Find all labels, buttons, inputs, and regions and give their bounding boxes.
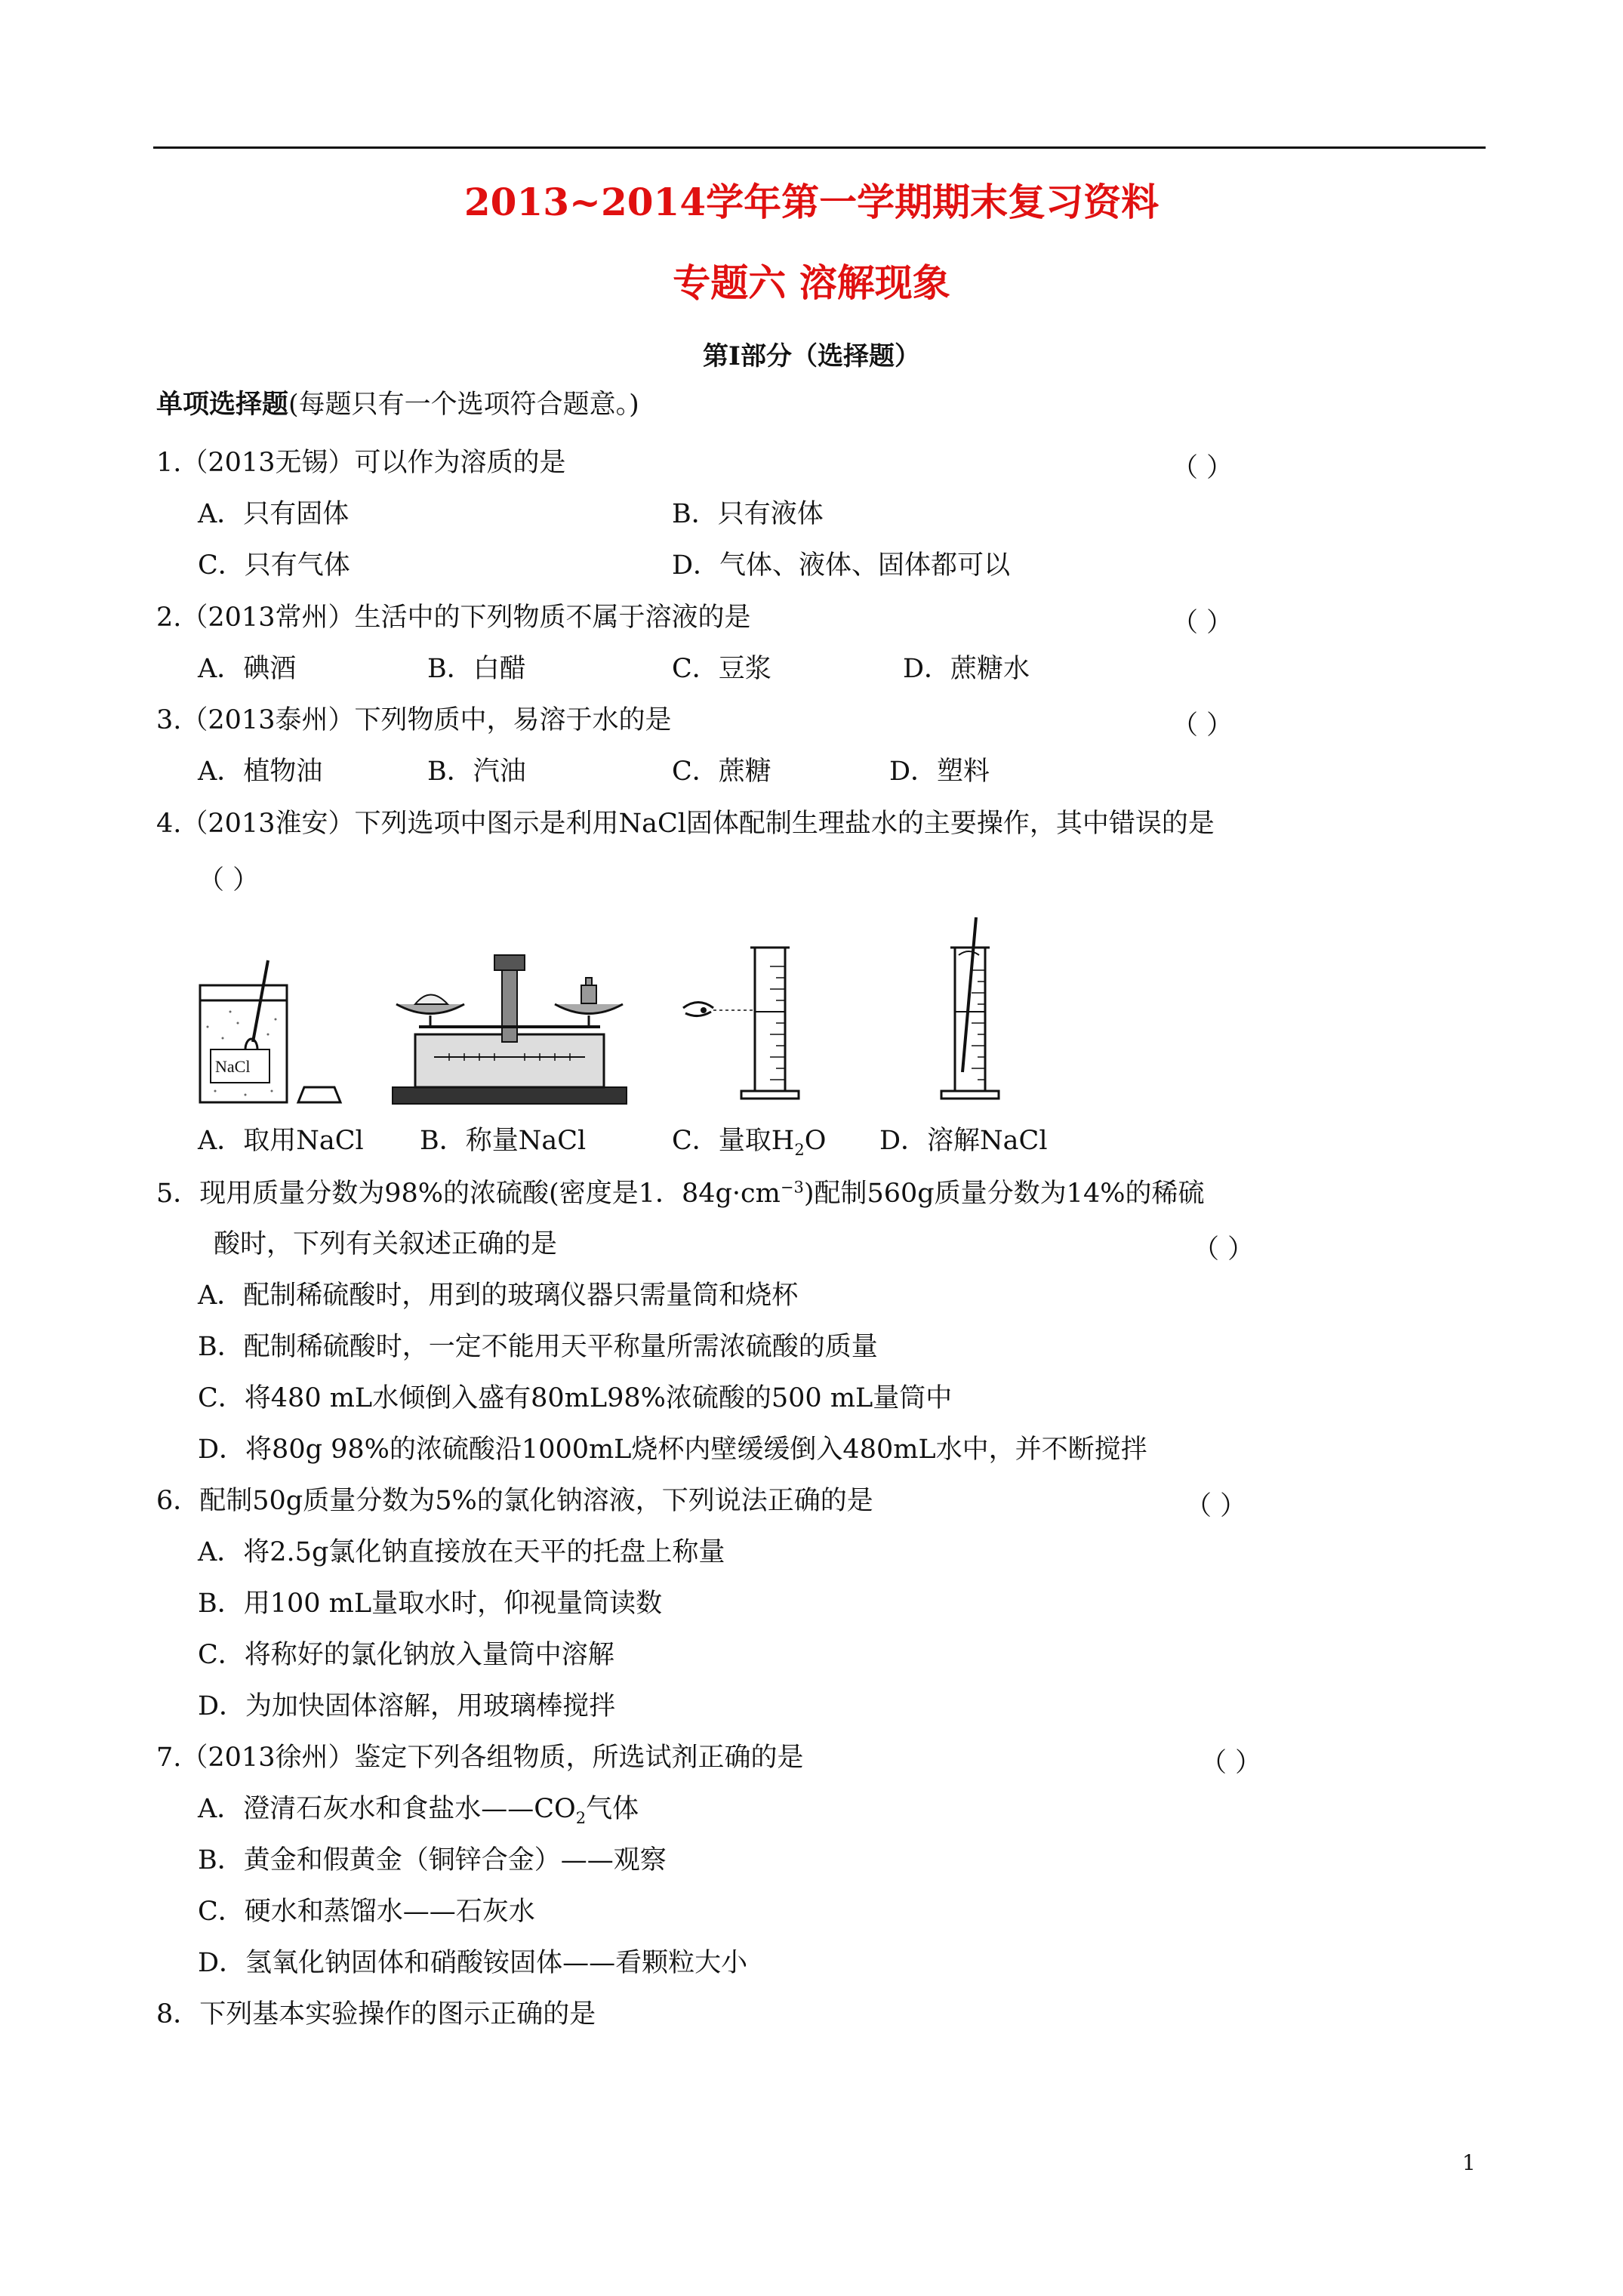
figure-take-nacl <box>192 951 343 1110</box>
q2-option-d: D．蔗糖水 <box>903 654 1030 684</box>
q7-option-c: C．硬水和蒸馏水——石灰水 <box>198 1897 535 1927</box>
q6-answer-paren: （ ） <box>1185 1491 1247 1521</box>
doc-subtitle: 专题六 溶解现象 <box>673 260 950 305</box>
q7-answer-paren: （ ） <box>1200 1748 1262 1778</box>
q1-option-d: D．气体、液体、固体都可以 <box>672 550 1011 581</box>
q2-option-a: A．碘酒 <box>198 654 297 684</box>
q8-stem: 8．下列基本实验操作的图示正确的是 <box>156 1999 596 2029</box>
q5-answer-paren: （ ） <box>1193 1234 1255 1265</box>
q1-option-c: C．只有气体 <box>198 550 350 581</box>
q5-option-c: C．将480 mL水倾倒入盛有80mL98%浓硫酸的500 mL量筒中 <box>198 1383 953 1413</box>
q5-option-b: B．配制稀硫酸时，一定不能用天平称量所需浓硫酸的质量 <box>198 1332 878 1362</box>
q1-option-b: B．只有液体 <box>672 499 824 529</box>
page-number: 1 <box>1462 2150 1476 2175</box>
figure-dissolve-nacl <box>925 914 1015 1110</box>
q5-stem-cont: 酸时，下列有关叙述正确的是 <box>214 1229 558 1259</box>
q3-stem: 3.（2013泰州）下列物质中，易溶于水的是 <box>156 705 672 735</box>
q4-option-b: B．称量NaCl <box>420 1126 587 1156</box>
instruction-text: (每题只有一个选项符合题意。) <box>288 390 639 420</box>
q6-option-d: D．为加快固体溶解，用玻璃棒搅拌 <box>198 1691 616 1721</box>
q2-stem: 2.（2013常州）生活中的下列物质不属于溶液的是 <box>156 603 751 633</box>
q4-option-a: A．取用NaCl <box>198 1126 364 1156</box>
q1-option-a: A．只有固体 <box>198 499 350 529</box>
q6-stem: 6．配制50g质量分数为5%的氯化钠溶液，下列说法正确的是 <box>156 1486 873 1516</box>
q4-option-d: D．溶解NaCl <box>879 1126 1048 1156</box>
q3-option-b: B．汽油 <box>427 757 526 787</box>
q3-option-a: A．植物油 <box>198 757 323 787</box>
q6-option-a: A．将2.5g氯化钠直接放在天平的托盘上称量 <box>198 1537 725 1567</box>
q3-option-c: C．蔗糖 <box>672 757 771 787</box>
q5-option-d: D．将80g 98%的浓硫酸沿1000mL烧杯内壁缓缓倒入480mL水中，并不断搅拌 <box>198 1435 1147 1465</box>
q2-answer-paren: （ ） <box>1172 608 1233 638</box>
q4-option-c: C．量取$H_2O$ <box>672 1126 827 1159</box>
stopper-icon <box>298 1087 340 1102</box>
q6-option-b: B．用100 mL量取水时，仰视量筒读数 <box>198 1589 663 1619</box>
q7-option-b: B．黄金和假黄金（铜锌合金）——观察 <box>198 1845 667 1875</box>
figure-measure-water <box>679 936 823 1110</box>
q1-stem: 1.（2013无锡）可以作为溶质的是 <box>156 448 566 478</box>
q7-option-a: A．澄清石灰水和食盐水$——CO_2$气体 <box>198 1794 639 1827</box>
q4-answer-paren: （ ） <box>198 865 260 895</box>
bottle-label: NaCl <box>215 1057 251 1076</box>
q2-option-c: C．豆浆 <box>672 654 771 684</box>
q5-option-a: A．配制稀硫酸时，用到的玻璃仪器只需量筒和烧杯 <box>198 1281 799 1311</box>
q3-answer-paren: （ ） <box>1172 710 1233 741</box>
q6-option-c: C．将称好的氯化钠放入量筒中溶解 <box>198 1640 614 1670</box>
instruction-label: 单项选择题 <box>156 389 289 420</box>
q7-stem: 7.（2013徐州）鉴定下列各组物质，所选试剂正确的是 <box>156 1743 804 1773</box>
right-pan <box>555 1004 623 1014</box>
eye-icon <box>683 1003 713 1009</box>
q1-answer-paren: （ ） <box>1172 453 1233 483</box>
q7-option-d: D．氢氧化钠固体和硝酸铵固体——看颗粒大小 <box>198 1948 748 1978</box>
instruction <box>156 389 639 421</box>
glass-rod-icon <box>962 917 976 1072</box>
header-rule <box>153 146 1486 149</box>
part-heading: 第Ⅰ部分（选择题） <box>703 341 920 371</box>
q3-option-d: D．塑料 <box>889 757 990 787</box>
left-pan <box>396 1004 464 1014</box>
q4-stem: 4.（2013淮安）下列选项中图示是利用NaCl固体配制生理盐水的主要操作，其中错误的是 <box>156 809 1215 839</box>
figure-weigh-nacl <box>389 944 630 1110</box>
q5-stem: 5．现用质量分数为98%的浓硫酸(密度是1．$84g\cdot cm^{-3}$)配制560g质量分数为14%的稀硫 <box>156 1178 1205 1209</box>
q2-option-b: B．白醋 <box>427 654 526 684</box>
doc-title: 2013~2014学年第一学期期末复习资料 <box>463 180 1160 224</box>
cylinder-icon <box>755 948 785 1091</box>
weight-icon <box>581 985 596 1003</box>
